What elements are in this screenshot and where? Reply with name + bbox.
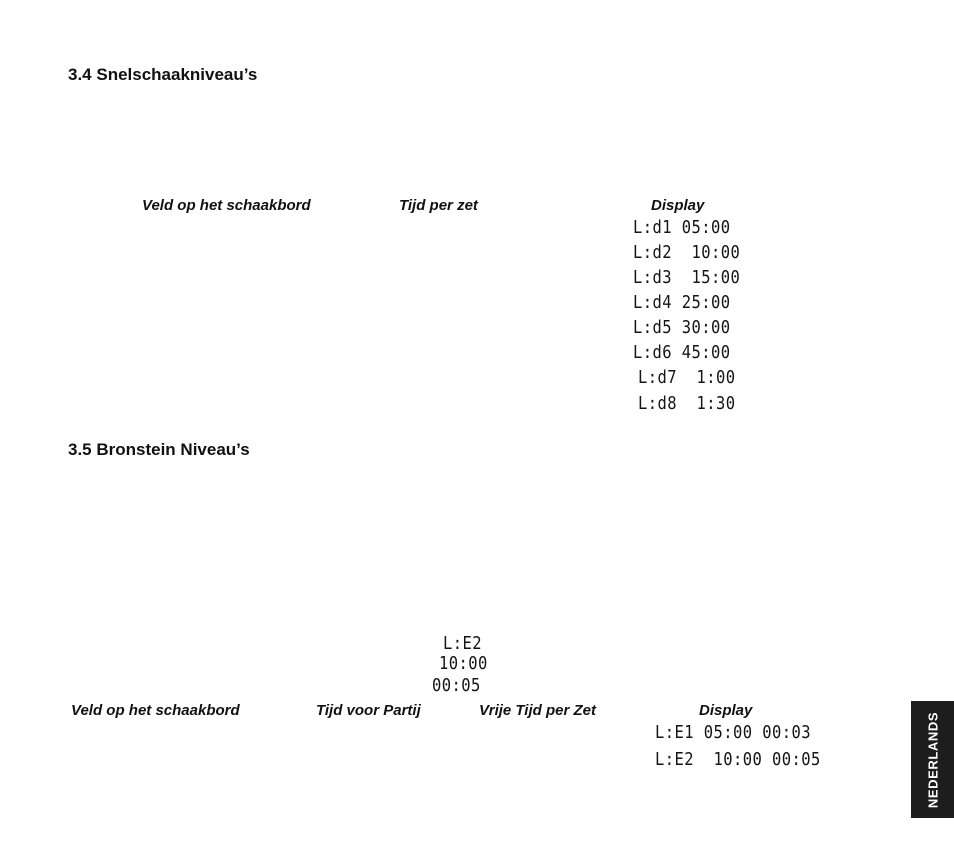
lcd-display-row: L:d5 30:00 bbox=[633, 317, 731, 338]
lcd-display-row: L:d6 45:00 bbox=[633, 342, 731, 363]
language-side-tab-label: NEDERLANDS bbox=[925, 711, 940, 808]
lcd-display-row: L:d3 15:00 bbox=[633, 267, 741, 288]
lcd-display-row: L:d7 1:00 bbox=[638, 367, 736, 388]
lcd-example-level: L:E2 bbox=[443, 633, 483, 654]
lcd-display-row: L:E1 05:00 00:03 bbox=[655, 722, 811, 743]
column-header-square: Veld op het schaakbord bbox=[71, 702, 240, 719]
lcd-example-free-time: 00:05 bbox=[432, 675, 481, 696]
section-3-4-title: 3.4 Snelschaakniveau’s bbox=[68, 65, 258, 84]
lcd-display-row: L:d8 1:30 bbox=[638, 393, 736, 414]
column-header-game-time: Tijd voor Partij bbox=[316, 702, 421, 719]
column-header-display: Display bbox=[651, 197, 705, 214]
lcd-example-game-time: 10:00 bbox=[439, 653, 488, 674]
column-header-free-time: Vrije Tijd per Zet bbox=[479, 702, 596, 719]
lcd-display-row: L:d2 10:00 bbox=[633, 242, 741, 263]
lcd-display-row: L:d1 05:00 bbox=[633, 217, 731, 238]
column-header-time-per-move: Tijd per zet bbox=[399, 197, 478, 214]
lcd-display-row: L:d4 25:00 bbox=[633, 292, 731, 313]
section-3-5-title: 3.5 Bronstein Niveau’s bbox=[68, 440, 250, 459]
column-header-square: Veld op het schaakbord bbox=[142, 197, 311, 214]
lcd-display-row: L:E2 10:00 00:05 bbox=[655, 749, 821, 770]
language-side-tab bbox=[911, 701, 954, 818]
column-header-display: Display bbox=[699, 702, 753, 719]
